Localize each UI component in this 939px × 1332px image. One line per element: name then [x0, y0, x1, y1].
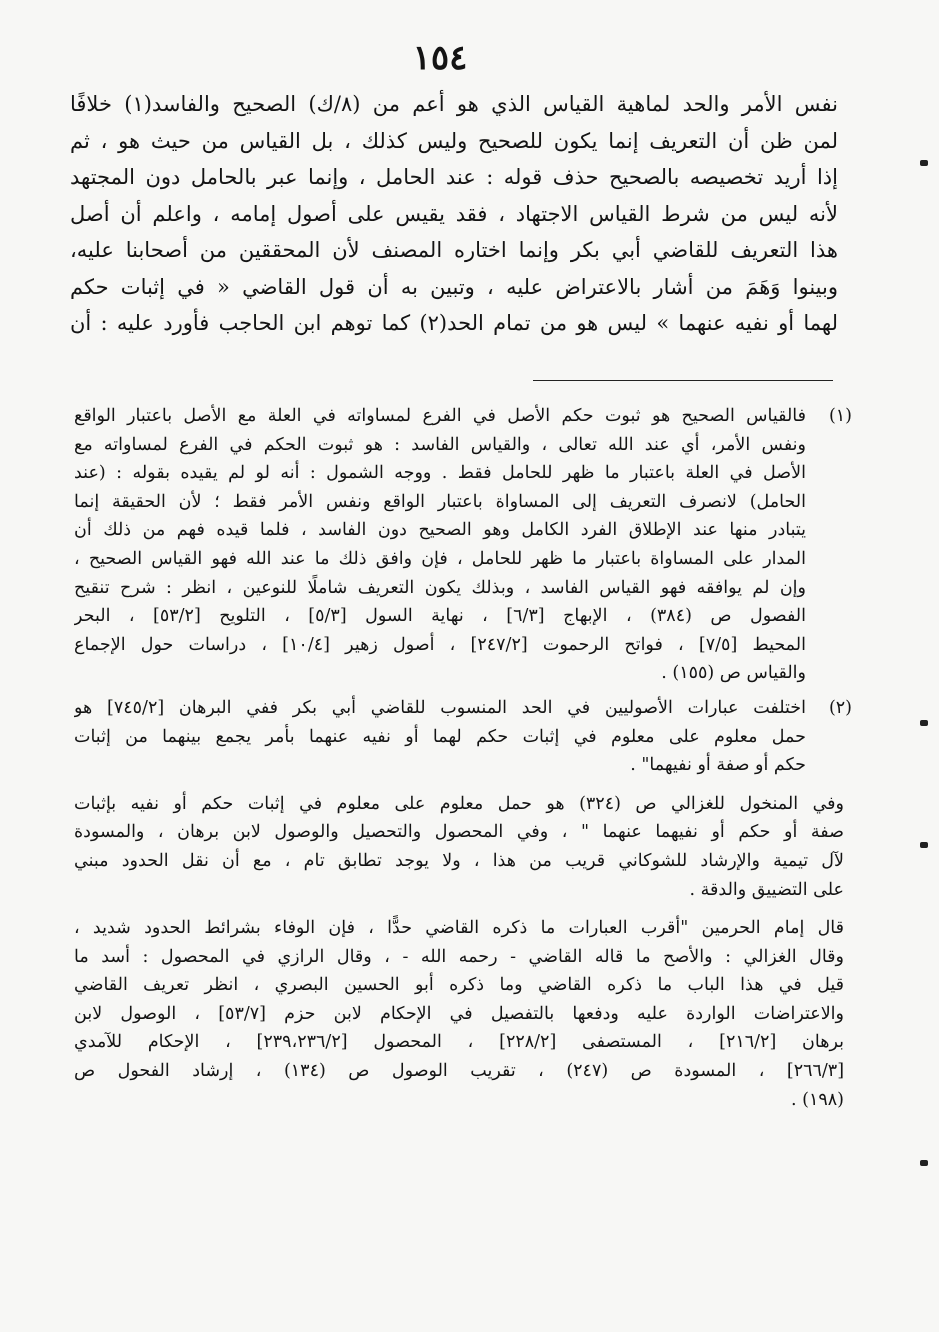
footnote-line: برهان [٢١٦/٢] ، المستصفى [٢٢٨/٢] ، المحصول [٢٣٩،٢٣٦/٢] ، الإحكام للآمدي [74, 1032, 844, 1053]
main-text-line: وبينوا وَهَمَ من أشار بالاعتراض عليه ، وتبين به أن قول القاضي « في إثبات حكم [70, 274, 838, 299]
binding-hole-mark [920, 842, 928, 848]
footnote-line: (١٩٨) . [791, 1089, 844, 1110]
footnote-line: الفصول ص (٣٨٤) ، الإبهاج [٦/٣] ، نهاية السول [٥/٣] ، التلويح [٥٣/٢] ، البحر [74, 606, 806, 627]
footnote-body [74, 694, 806, 780]
footnote-line: على التضييق والدقة . [689, 879, 844, 900]
footnote-number: (٢) [828, 697, 852, 718]
footnote-line: الأصل في العلة باعتبار ما ظهر للحامل فقط . ووجه الشمول : أنه لو لم يقيده بقوله : (عند [74, 463, 806, 484]
footnote-line: اختلفت عبارات الأصوليين في الحد المنسوب للقاضي أبي بكر ففي البرهان [٧٤٥/٢] هو [74, 697, 806, 718]
footnote-separator [533, 380, 833, 381]
footnote-paragraph [74, 914, 844, 1114]
footnote-line: والاعتراضات الواردة عليه ودفعها بالتفصيل في الإحكام لابن حزم [٥٣/٧] ، الوصول لابن [74, 1003, 844, 1024]
main-text-line: لأنه ليس من شرط القياس الاجتهاد ، فقد يقيس على أصول إمامه ، واعلم أن أصل [70, 201, 838, 226]
footnote-paragraph [74, 790, 844, 904]
footnote-line: وفي المنخول للغزالي ص (٣٢٤) هو حمل معلوم على معلوم في إثبات حكم أو نفيه بإثبات [74, 793, 844, 814]
footnote-line: وإن لم يوافقه فهو القياس الفاسد ، وبذلك يكون التعريف شاملًا للنوعين ، انظر : شرح تنقيح [74, 577, 806, 598]
footnotes-section [74, 402, 852, 1114]
footnote-2 [74, 694, 852, 780]
footnote-line: يتبادر منها عند الإطلاق الفرد الكامل وهو الصحيح دون الفاسد ، فلما قيده فهم من ذلك أن [74, 520, 806, 541]
footnote-line: حمل معلوم على معلوم في إثبات حكم لهما أو نفيه عنهما بأمر يجمع بينهما من إثبات [74, 726, 806, 747]
footnote-line: والقياس ص (١٥٥) . [661, 663, 806, 684]
main-text-body [70, 86, 838, 342]
footnote-body [74, 402, 806, 688]
footnote-line: وقال الغزالي : والأصح ما قاله القاضي - رحمه الله - ، وقال الرازي في المحصول : أسد ما [74, 946, 844, 967]
binding-hole-mark [920, 1160, 928, 1166]
binding-hole-mark [920, 160, 928, 166]
footnote-line: حكم أو صفة أو نفيهما" . [630, 755, 806, 776]
footnote-line: [٢٦٦/٣] ، المسودة ص (٢٤٧) ، تقريب الوصول ص (١٣٤) ، إرشاد الفحول ص [74, 1061, 844, 1082]
main-text-line: نفس الأمر والحد لماهية القياس الذي هو أعم من (٨/ك) الصحيح والفاسد(١) خلافًا [70, 92, 838, 116]
footnote-line: قال إمام الحرمين "أقرب العبارات ما ذكره القاضي حدًّا ، فإن الوفاء بشرائط الحدود شديد ، [74, 918, 844, 939]
footnote-line: المحيط [٧/٥] ، فواتح الرحموت [٢٤٧/٢] ، أصول زهير [١٠/٤] ، دراسات حول الإجماع [74, 634, 806, 655]
footnote-line: لآل تيمية والإرشاد للشوكاني قريب من هذا ، ولا يوجد تطابق تام ، مع أن نقل الحدود مبني [74, 850, 844, 871]
footnote-line: صفة أو حكم أو نفيهما عنهما " ، وفي المحصول والتحصيل والوصول لابن برهان ، والمسودة [74, 822, 844, 843]
footnote-1 [74, 402, 852, 688]
footnote-line: فالقياس الصحيح هو ثبوت حكم الأصل في الفرع لمساواته في العلة مع الأصل باعتبار الواقع [74, 406, 806, 426]
main-text-line: إذا أريد تخصيصه بالصحيح حذف قوله : عند الحامل ، وإنما عبر بالحامل دون المجتهد [70, 165, 838, 189]
footnote-line: الحامل) لانصرف التعريف إلى المساواة باعتبار الواقع ونفس الأمر فقط ؛ لأن الحقيقة إنما [74, 491, 806, 512]
footnote-line: المدار على المساواة باعتبار ما ظهر للحامل ، فإن وافق ذلك ما عند الله فهو القياس الصحيح ، [74, 548, 806, 569]
footnote-line: قيل في هذا الباب ما ذكره القاضي وما ذكره أبو الحسين البصري ، انظر تعريف القاضي [74, 975, 844, 996]
main-text-line: لهما أو نفيه عنهما » ليس هو من تمام الحد(٢) كما توهم ابن الحاجب فأورد عليه : أن [70, 311, 838, 335]
main-text-line: لمن ظن أن التعريف إنما يكون للصحيح وليس كذلك ، بل القياس من حيث هو ، ثم [70, 128, 838, 153]
binding-hole-mark [920, 720, 928, 726]
footnote-number: (١) [828, 406, 852, 426]
main-text-line: هذا التعريف للقاضي أبي بكر وإنما اختاره المصنف لأن المحققين من أصحابنا عليه، [70, 238, 838, 262]
footnote-line: ونفس الأمر، أي عند الله تعالى ، والقياس الفاسد : هو ثبوت الحكم في الفرع لمساواته مع [74, 434, 806, 455]
page-number: ١٥٤ [412, 38, 468, 78]
